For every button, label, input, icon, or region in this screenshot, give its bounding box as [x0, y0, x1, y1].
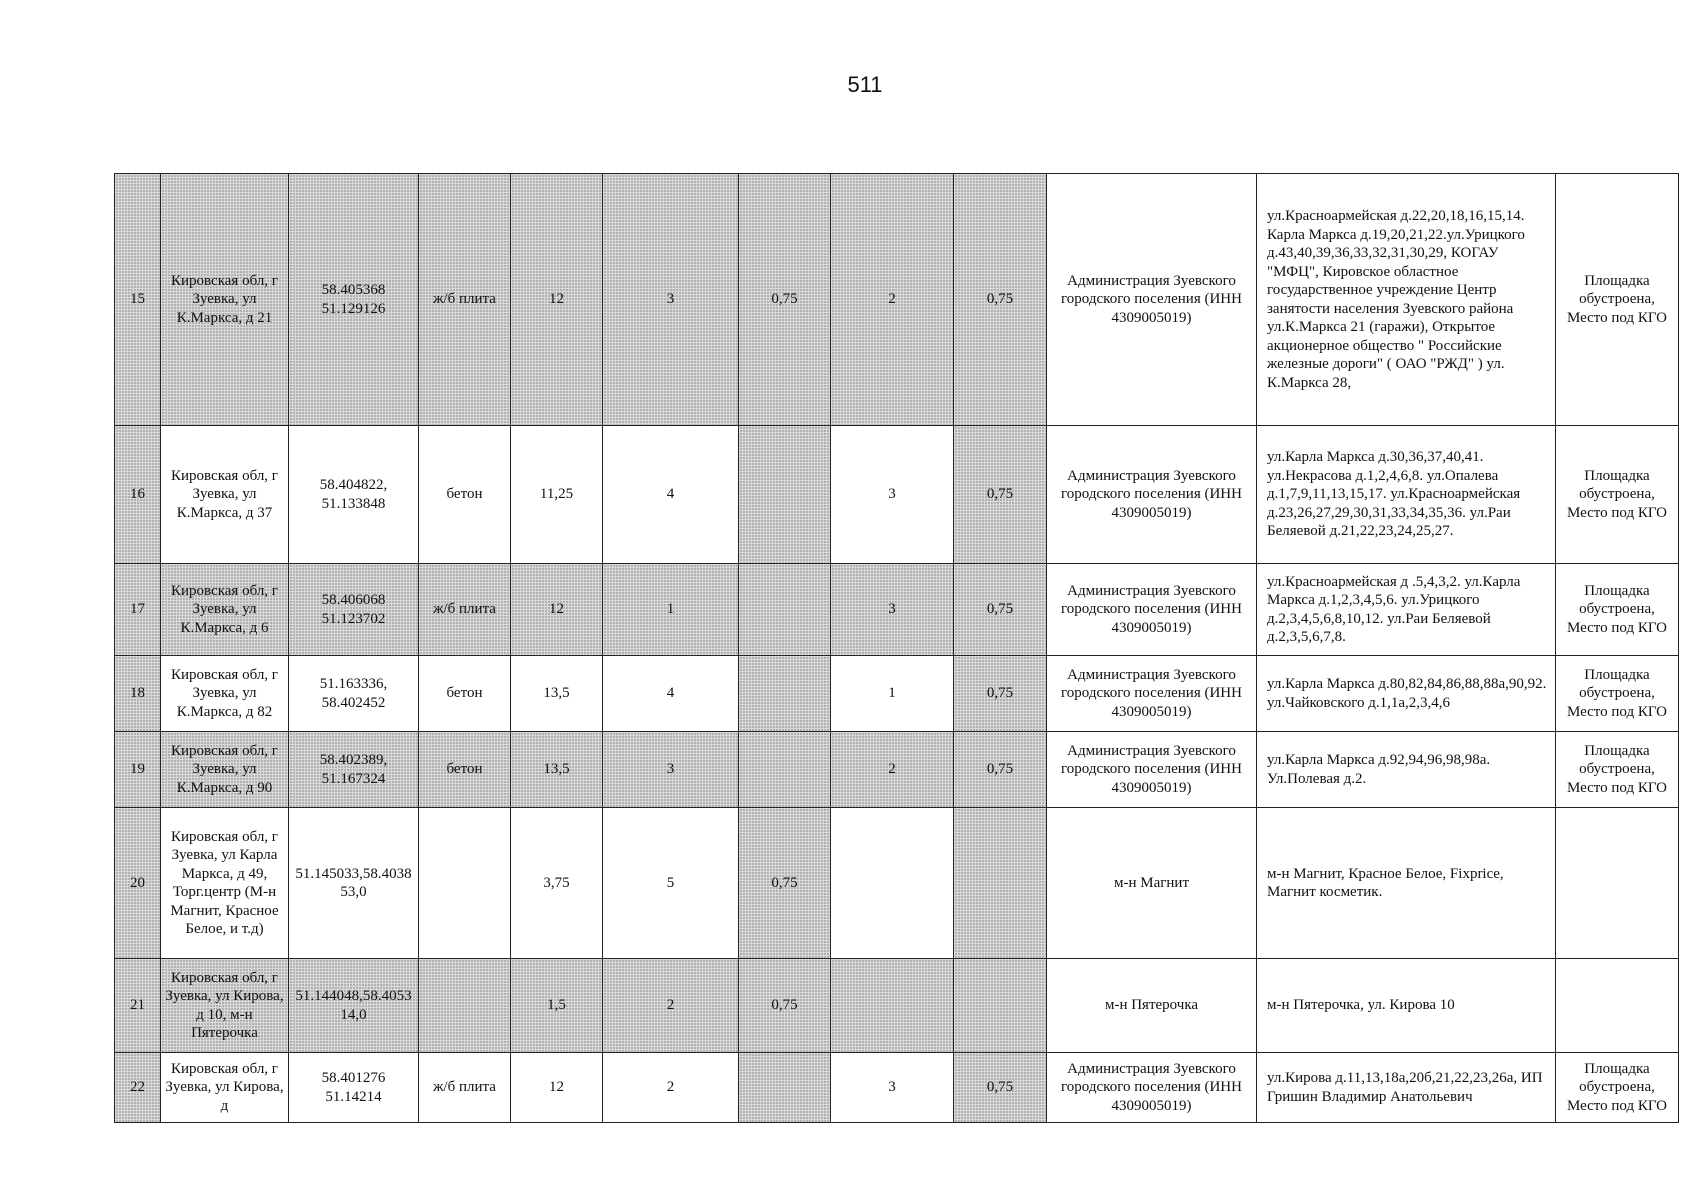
address-cell: Кировская обл, г Зуевка, ул К.Маркса, д 21 [161, 174, 289, 426]
coordinates-cell: 58.401276 51.14214 [289, 1053, 419, 1123]
table-row [115, 426, 1679, 564]
address-cell: Кировская обл, г Зуевка, ул Кирова, д [161, 1053, 289, 1123]
volume2-cell: 0,75 [954, 1053, 1047, 1123]
address-cell: Кировская обл, г Зуевка, ул К.Маркса, д 82 [161, 656, 289, 732]
coordinates-cell: 58.402389, 51.167324 [289, 732, 419, 808]
volume2-cell: 0,75 [954, 174, 1047, 426]
volume2-cell: 0,75 [954, 732, 1047, 808]
count2-cell: 3 [831, 564, 954, 656]
status-cell: Площадка обустроена, Место под КГО [1556, 656, 1679, 732]
surface-cell: бетон [419, 656, 511, 732]
containers-cell: 3 [603, 732, 739, 808]
volume2-cell: 0,75 [954, 426, 1047, 564]
count2-cell: 1 [831, 656, 954, 732]
surface-cell: ж/б плита [419, 1053, 511, 1123]
table-row [115, 732, 1679, 808]
area-cell: 12 [511, 564, 603, 656]
area-cell: 1,5 [511, 959, 603, 1053]
sources-cell: ул.Кирова д.11,13,18а,20б,21,22,23,26а, ИП Гришин Владимир Анатольевич [1257, 1053, 1556, 1123]
owner-cell: Администрация Зуевского городского поселения (ИНН 4309005019) [1047, 732, 1257, 808]
sources-cell: м-н Магнит, Красное Белое, Fixprice, Магнит косметик. [1257, 808, 1556, 959]
volume1-cell [739, 564, 831, 656]
coordinates-cell: 58.404822, 51.133848 [289, 426, 419, 564]
volume1-cell [739, 732, 831, 808]
count2-cell [831, 808, 954, 959]
coordinates-cell: 51.145033,58.403853,0 [289, 808, 419, 959]
row-number-cell: 18 [115, 656, 161, 732]
table-row [115, 564, 1679, 656]
sources-cell: ул.Карла Маркса д.92,94,96,98,98а. Ул.Полевая д.2. [1257, 732, 1556, 808]
area-cell: 11,25 [511, 426, 603, 564]
owner-cell: Администрация Зуевского городского поселения (ИНН 4309005019) [1047, 564, 1257, 656]
sources-cell: ул.Карла Маркса д.30,36,37,40,41. ул.Некрасова д.1,2,4,6,8. ул.Опалева д.1,7,9,11,13,15,17. ул.Красноармейская д.23,26,27,29,30,31,33,34,35,36. ул.Раи Беляевой д.21,22,23,24,25,27. [1257, 426, 1556, 564]
surface-cell [419, 808, 511, 959]
sources-cell: ул.Красноармейская д .5,4,3,2. ул.Карла Маркса д.1,2,3,4,5,6. ул.Урицкого д.2,3,4,5,6,8,10,12. ул.Раи Беляевой д.2,3,5,6,7,8. [1257, 564, 1556, 656]
owner-cell: Администрация Зуевского городского поселения (ИНН 4309005019) [1047, 1053, 1257, 1123]
containers-cell: 4 [603, 656, 739, 732]
count2-cell: 3 [831, 1053, 954, 1123]
sources-cell: м-н Пятерочка, ул. Кирова 10 [1257, 959, 1556, 1053]
count2-cell: 3 [831, 426, 954, 564]
volume1-cell: 0,75 [739, 959, 831, 1053]
volume1-cell: 0,75 [739, 808, 831, 959]
status-cell: Площадка обустроена, Место под КГО [1556, 1053, 1679, 1123]
surface-cell: бетон [419, 732, 511, 808]
containers-cell: 4 [603, 426, 739, 564]
area-cell: 12 [511, 174, 603, 426]
owner-cell: Администрация Зуевского городского поселения (ИНН 4309005019) [1047, 656, 1257, 732]
volume2-cell: 0,75 [954, 564, 1047, 656]
coordinates-cell: 58.406068 51.123702 [289, 564, 419, 656]
volume1-cell [739, 426, 831, 564]
status-cell [1556, 808, 1679, 959]
surface-cell: бетон [419, 426, 511, 564]
containers-cell: 2 [603, 959, 739, 1053]
status-cell [1556, 959, 1679, 1053]
surface-cell: ж/б плита [419, 174, 511, 426]
volume1-cell [739, 656, 831, 732]
row-number-cell: 20 [115, 808, 161, 959]
row-number-cell: 21 [115, 959, 161, 1053]
row-number-cell: 19 [115, 732, 161, 808]
address-cell: Кировская обл, г Зуевка, ул К.Маркса, д 90 [161, 732, 289, 808]
sources-cell: ул.Карла Маркса д.80,82,84,86,88,88а,90,92. ул.Чайковского д.1,1а,2,3,4,6 [1257, 656, 1556, 732]
surface-cell [419, 959, 511, 1053]
status-cell: Площадка обустроена, Место под КГО [1556, 564, 1679, 656]
volume1-cell [739, 1053, 831, 1123]
volume2-cell [954, 808, 1047, 959]
volume1-cell: 0,75 [739, 174, 831, 426]
count2-cell: 2 [831, 174, 954, 426]
address-cell: Кировская обл, г Зуевка, ул К.Маркса, д 37 [161, 426, 289, 564]
row-number-cell: 22 [115, 1053, 161, 1123]
containers-cell: 3 [603, 174, 739, 426]
table-row [115, 1053, 1679, 1123]
owner-cell: Администрация Зуевского городского поселения (ИНН 4309005019) [1047, 174, 1257, 426]
area-cell: 3,75 [511, 808, 603, 959]
coordinates-cell: 58.405368 51.129126 [289, 174, 419, 426]
containers-cell: 1 [603, 564, 739, 656]
row-number-cell: 15 [115, 174, 161, 426]
row-number-cell: 16 [115, 426, 161, 564]
area-cell: 13,5 [511, 732, 603, 808]
coordinates-cell: 51.163336, 58.402452 [289, 656, 419, 732]
table-row [115, 959, 1679, 1053]
area-cell: 12 [511, 1053, 603, 1123]
sources-cell: ул.Красноармейская д.22,20,18,16,15,14. Карла Маркса д.19,20,21,22.ул.Урицкого д.43,40,39,36,33,32,31,30,29, КОГАУ "МФЦ", Кировское областное государственное учреждение Центр занятости населения Зуевского района ул.К.Маркса 21 (гаражи), Открытое акционерное общество " Российские железные дороги" ( ОАО "РЖД" ) ул. К.Маркса 28, [1257, 174, 1556, 426]
address-cell: Кировская обл, г Зуевка, ул К.Маркса, д 6 [161, 564, 289, 656]
count2-cell: 2 [831, 732, 954, 808]
volume2-cell [954, 959, 1047, 1053]
owner-cell: Администрация Зуевского городского поселения (ИНН 4309005019) [1047, 426, 1257, 564]
owner-cell: м-н Магнит [1047, 808, 1257, 959]
status-cell: Площадка обустроена, Место под КГО [1556, 426, 1679, 564]
containers-cell: 5 [603, 808, 739, 959]
containers-cell: 2 [603, 1053, 739, 1123]
row-number-cell: 17 [115, 564, 161, 656]
table-row [115, 656, 1679, 732]
status-cell: Площадка обустроена, Место под КГО [1556, 732, 1679, 808]
status-cell: Площадка обустроена, Место под КГО [1556, 174, 1679, 426]
waste-sites-table [114, 173, 1679, 1123]
page-number: 511 [847, 72, 883, 97]
volume2-cell: 0,75 [954, 656, 1047, 732]
table-row [115, 808, 1679, 959]
owner-cell: м-н Пятерочка [1047, 959, 1257, 1053]
count2-cell [831, 959, 954, 1053]
address-cell: Кировская обл, г Зуевка, ул Кирова, д 10, м-н Пятерочка [161, 959, 289, 1053]
surface-cell: ж/б плита [419, 564, 511, 656]
table-row [115, 174, 1679, 426]
area-cell: 13,5 [511, 656, 603, 732]
coordinates-cell: 51.144048,58.405314,0 [289, 959, 419, 1053]
address-cell: Кировская обл, г Зуевка, ул Карла Маркса, д 49, Торг.центр (М-н Магнит, Красное Белое, и т.д) [161, 808, 289, 959]
